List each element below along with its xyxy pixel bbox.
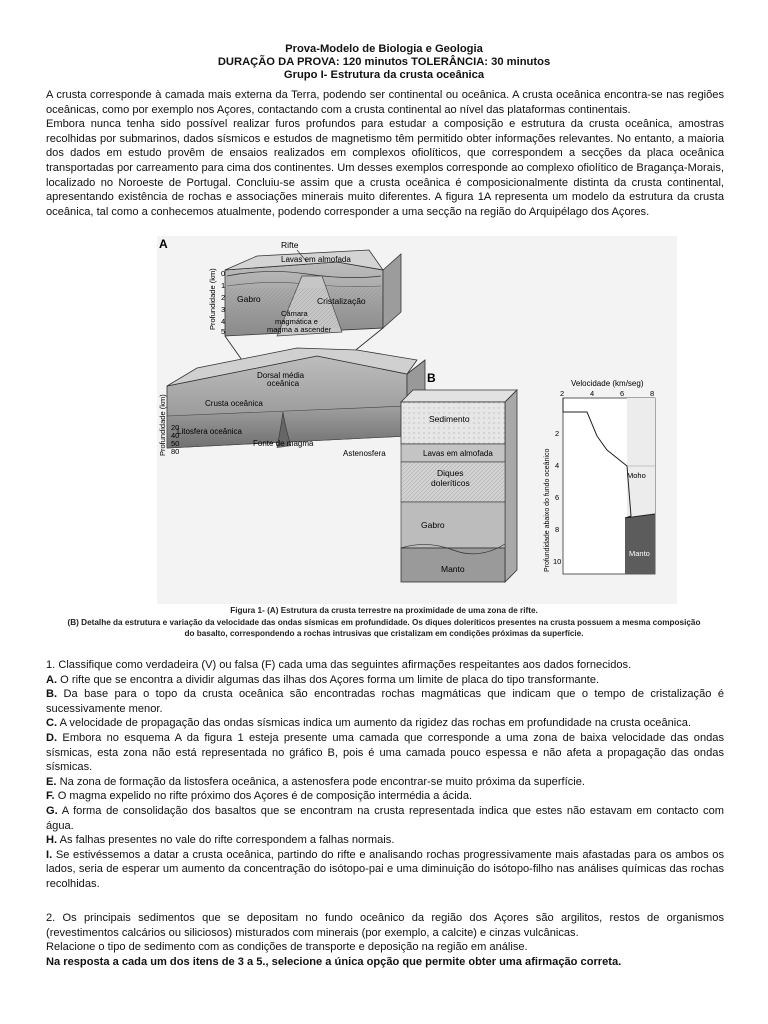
q1-item-g-text: A forma de consolidação dos basaltos que se encontram na crusta representada indica que estes não estavam em contacto com água. [46, 804, 724, 832]
top-tick-0: 0 [221, 269, 226, 278]
q1-item-f [46, 789, 724, 804]
exam-header [0, 43, 768, 83]
figure-b-label: B [427, 371, 436, 385]
q1-item-c [46, 716, 724, 731]
q1-item-a [46, 673, 724, 688]
q1-item-a-label: A. [46, 673, 58, 686]
depth-below-floor-label: Profundidade abaixo do fundo oceânico [544, 448, 551, 572]
q1-item-d-label: D. [46, 731, 58, 744]
gabro-b-label: Gabro [421, 520, 445, 530]
q1-item-b [46, 687, 724, 716]
q1-item-h [46, 833, 724, 848]
fonte-magma-label: Fonte de magma [253, 439, 314, 448]
question-2 [46, 911, 724, 969]
caption-line-3: do basalto, correspondendo a rochas intrusivas que cristalizam em condições próximas da superfície. [184, 629, 584, 639]
lavas-label: Lavas em almofada [281, 255, 351, 264]
bottom-depth-axis-label: Profundidade (km) [158, 394, 167, 456]
bottom-depth-ticks [171, 423, 179, 456]
bottom-tick-20: 20 [171, 423, 180, 432]
lavas-b-label: Lavas em almofada [423, 449, 493, 458]
q1-item-b-text: Da base para o topo da crusta oceânica são encontradas rochas magmáticas que indicam que o tempo de cristalização é sucessivamente menor. [46, 688, 724, 715]
q1-item-g [46, 804, 724, 833]
q1-item-d-text: Embora no esquema A da figura 1 esteja presente uma camada que corresponde a uma zona de baixa velocidade das ondas sísmicas, esta zona não está representada no gráfico B, pois é uma camada pouco espessa e não afeta a propagação das ondas sísmicas. [46, 731, 724, 774]
vel-tick-4: 4 [590, 389, 595, 398]
figure-caption [30, 605, 738, 640]
depth-tick-4: 4 [555, 461, 560, 470]
items-3-5-instruction: Na resposta a cada um dos itens de 3 a 5., selecione a única opção que permite obter uma afirmação correta. [46, 955, 622, 968]
depth-tick-2: 2 [555, 429, 560, 438]
camara-label-3: magma a ascender [267, 325, 332, 334]
camara-label-2: magmática e [275, 317, 318, 326]
cristalizacao-label: Cristalização [317, 296, 366, 306]
figure-a-label: A [159, 237, 168, 251]
dorsal-label-2: oceânica [267, 379, 300, 388]
depth-tick-6: 6 [555, 493, 560, 502]
question-1-stem: 1. Classifique como verdadeira (V) ou falsa (F) cada uma das seguintes afirmações respeitantes aos dados fornecidos. [46, 659, 632, 671]
intro-paragraph-2: Embora nunca tenha sido possível realizar furos profundos para estudar a composição e estrutura da crusta oceânica, amostras recolhidas por submarinos, dados sísmicos e estudos de magnetismo têm permitido obter informações relevantes. No entanto, a maioria dos dados em estudo provêm de ensaios realizados em complexos ofiolíticos, que correspondem a secções da placa oceânica transportadas por carreamento para cima dos continentes. Um desses exemplos corresponde ao complexo ofiolítico de Bragança-Morais, localizado no Noroeste de Portugal. Concluiu-se assim que a crusta oceânica é composicionalmente distinta da crusta continental, apresentando existência de rochas e associações minerais muito diferentes. A figura 1A representa um modelo da estrutura da crusta oceânica, tal como a conhecemos atualmente, podendo corresponder a uma secção na região do Arquipélago dos Açores. [46, 118, 724, 218]
bottom-tick-50: 50 [171, 439, 180, 448]
dorsal-label-1: Dorsal média [257, 371, 305, 380]
q1-item-g-label: G. [46, 804, 58, 817]
top-tick-2: 2 [221, 293, 226, 302]
vel-tick-6: 6 [620, 389, 625, 398]
crusta-oceanica-label: Crusta oceânica [205, 399, 263, 408]
figure-1-illustration [157, 236, 677, 604]
top-tick-3: 3 [221, 305, 226, 314]
bottom-tick-80: 80 [171, 447, 180, 456]
top-tick-1: 1 [221, 281, 226, 290]
manto-graph-label: Manto [629, 549, 650, 558]
exam-title: Prova-Modelo de Biologia e Geologia [285, 43, 483, 55]
q1-item-e [46, 775, 724, 790]
depth-tick-10: 10 [553, 557, 562, 566]
q1-item-c-text: A velocidade de propagação das ondas sísmicas indica um aumento da rigidez das rochas em profundidade na crusta oceânica. [57, 717, 692, 730]
litosfera-label: Litosfera oceânica [177, 427, 242, 436]
vel-tick-2: 2 [560, 389, 565, 398]
q1-item-e-label: E. [46, 775, 57, 788]
manto-b-label: Manto [441, 564, 465, 574]
caption-line-2: (B) Detalhe da estrutura e variação da velocidade das ondas sísmicas em profundidade. Os diques doleríticos presentes na crusta possuem a mesma composição [67, 617, 701, 627]
question-2-text: 2. Os principais sedimentos que se depositam no fundo oceânico da região dos Açores são argilitos, restos de organismos (revestimentos calcários ou siliciosos) misturados com minerais (por exemplo, a calcite) e cinzas vulcânicas. [46, 912, 724, 939]
q1-item-e-text: Na zona de formação da listosfera oceânica, a astenosfera pode encontrar-se muito próxima da superfície. [56, 775, 585, 788]
q1-item-f-text: O magma expelido no rifte próximo dos Açores é de composição intermédia a ácida. [54, 790, 473, 803]
sedimento-label: Sedimento [429, 414, 470, 424]
intro-text [46, 88, 724, 219]
diques-label-2: doleríticos [431, 478, 470, 488]
q1-item-f-label: F. [46, 790, 55, 803]
camara-label-1: Câmara [281, 309, 308, 318]
top-depth-axis-label: Profundidade (km) [208, 268, 217, 330]
moho-label: Moho [627, 471, 646, 480]
q1-item-h-label: H. [46, 834, 58, 847]
q1-item-i [46, 848, 724, 892]
q1-item-d [46, 731, 724, 775]
caption-line-1: Figura 1- (A) Estrutura da crusta terrestre na proximidade de uma zona de rifte. [230, 606, 538, 615]
exam-duration: DURAÇÃO DA PROVA: 120 minutos TOLERÂNCIA: 30 minutos [217, 56, 551, 69]
diques-label-1: Diques [437, 468, 464, 478]
q1-item-c-label: C. [46, 717, 58, 730]
bottom-tick-40: 40 [171, 431, 180, 440]
group-title: Grupo I- Estrutura da crusta oceânica [283, 69, 485, 82]
q1-item-b-label: B. [46, 688, 58, 701]
intro-paragraph-1: A crusta corresponde à camada mais externa da Terra, podendo ser continental ou oceânica. A crusta oceânica encontra-se nas regiões oceânicas, como por exemplo nos Açores, contactando com a crusta continental ao nível das plataformas continentais. [46, 89, 724, 116]
astenosfera-label: Astenosfera [343, 449, 386, 458]
q1-item-a-text: O rifte que se encontra a dividir algumas das ilhas dos Açores forma um limite de placa do tipo transformante. [57, 673, 600, 686]
depth-tick-8: 8 [555, 525, 560, 534]
q1-item-h-text: As falhas presentes no vale do rifte correspondem a falhas normais. [57, 834, 395, 847]
q1-item-i-text: Se estivéssemos a datar a crusta oceânica, partindo do rifte e analisando rochas progressivamente mais afastadas para os ambos os lados, seria de esperar um aumento da concentração do isótopo-pai e uma diminuição do isótopo-filho nas análises químicas das rochas recolhidas. [46, 848, 724, 890]
vel-tick-8: 8 [650, 389, 655, 398]
q1-item-i-label: I. [46, 848, 53, 861]
velocity-axis-label: Velocidade (km/seg) [571, 379, 644, 388]
rifte-label: Rifte [281, 240, 299, 250]
gabro-label: Gabro [237, 294, 261, 304]
top-tick-4: 4 [221, 317, 226, 326]
question-2-task: Relacione o tipo de sedimento com as condições de transporte e deposição na região em análise. [46, 941, 528, 954]
top-tick-5: 5 [221, 327, 226, 336]
question-1 [46, 658, 724, 892]
